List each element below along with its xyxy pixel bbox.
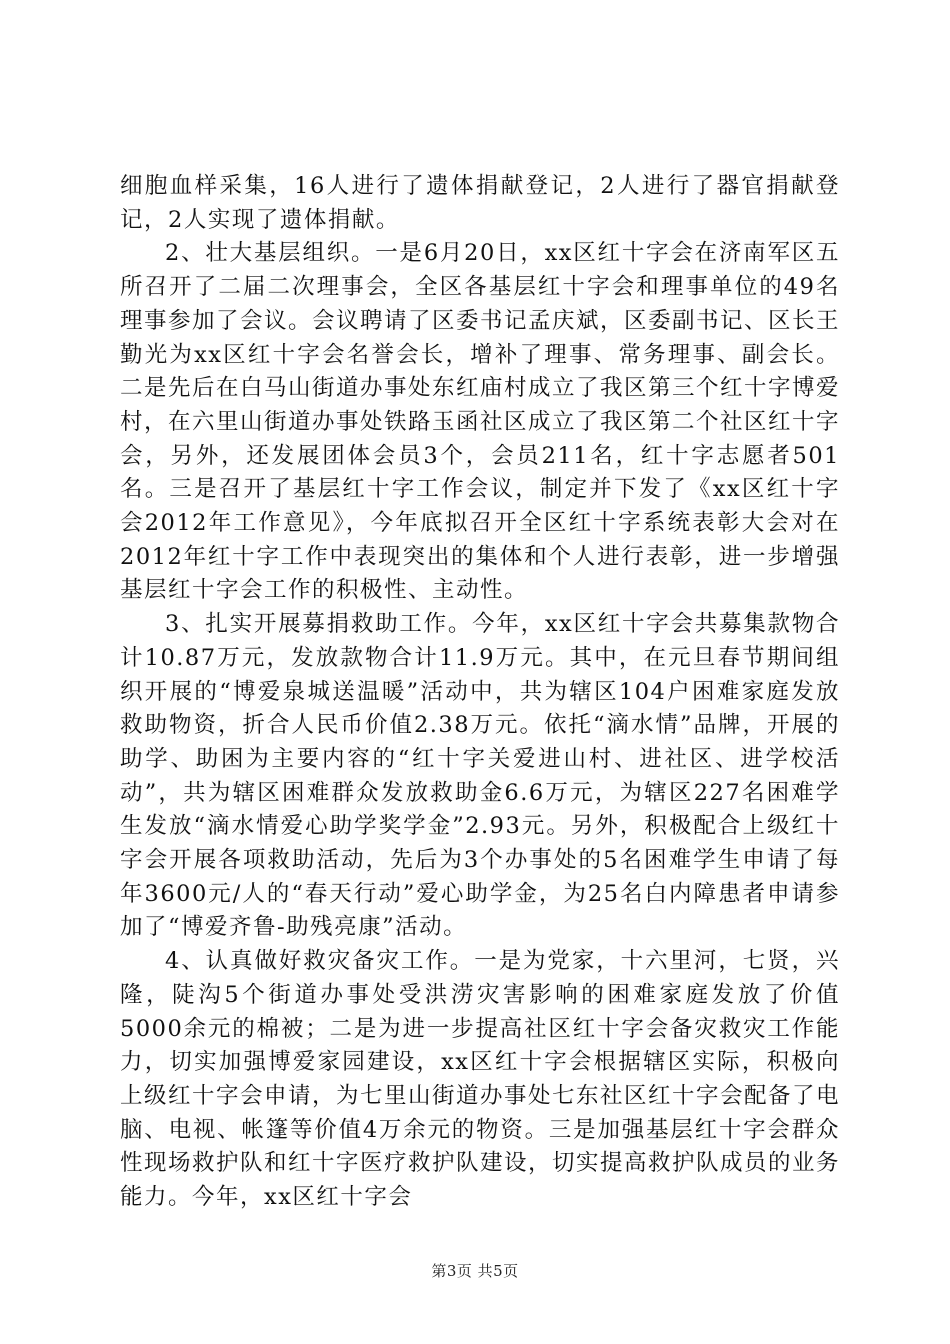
paragraph-grassroots-organization: 2、壮大基层组织。一是6月20日，xx区红十字会在济南军区五所召开了二届二次理事会，全区各基层红十字会和理事单位的49名理事参加了会议。会议聘请了区委书记孟庆斌，区委副书记、区长王勤光为xx区红十字会名誉会长，增补了理事、常务理事、副会长。二是先后在白马山街道办事处东红庙村成立了我区第三个红十字博爱村，在六里山街道办事处铁路玉函社区成立了我区第二个社区红十字会，另外，还发展团体会员3个，会员211名，红十字志愿者501名。三是召开了基层红十字工作会议，制定并下发了《xx区红十字会2012年工作意见》，今年底拟召开全区红十字系统表彰大会对在2012年红十字工作中表现突出的集体和个人进行表彰，进一步增强基层红十字会工作的积极性、主动性。 [120, 240, 841, 604]
paragraph-disaster-relief: 4、认真做好救灾备灾工作。一是为党家，十六里河，七贤，兴隆，陡沟5个街道办事处受洪涝灾害影响的困难家庭发放了价值5000余元的棉被；二是为进一步提高社区红十字会备灾救灾工作能力，切实加强博爱家园建设，xx区红十字会根据辖区实际，积极向上级红十字会申请，为七里山街道办事处七东社区红十字会配备了电脑、电视、帐篷等价值4万余元的物资。三是加强基层红十字会群众性现场救护队和红十字医疗救护队建设，切实提高救护队成员的业务能力。今年，xx区红十字会 [120, 948, 841, 1211]
paragraph-continuation: 细胞血样采集，16人进行了遗体捐献登记，2人进行了器官捐献登记，2人实现了遗体捐献。 [120, 173, 840, 233]
page-number-footer: 第3页 共5页 [431, 1262, 519, 1280]
paragraph-fundraising-relief: 3、扎实开展募捐救助工作。今年，xx区红十字会共募集款物合计10.87万元，发放款物合计11.9万元。其中，在元旦春节期间组织开展的“博爱泉城送温暖”活动中，共为辖区104户困难家庭发放救助物资，折合人民币价值2.38万元。依托“滴水情”品牌，开展的助学、助困为主要内容的“红十字关爱进山村、进社区、进学校活动”，共为辖区困难群众发放救助金6.6万元，为辖区227名困难学生发放“滴水情爱心助学奖学金”2.93元。另外，积极配合上级红十字会开展各项救助活动，先后为3个办事处的5名困难学生申请了每年3600元/人的“春天行动”爱心助学金，为25名白内障患者申请参加了“博爱齐鲁-助残亮康”活动。 [120, 611, 840, 941]
